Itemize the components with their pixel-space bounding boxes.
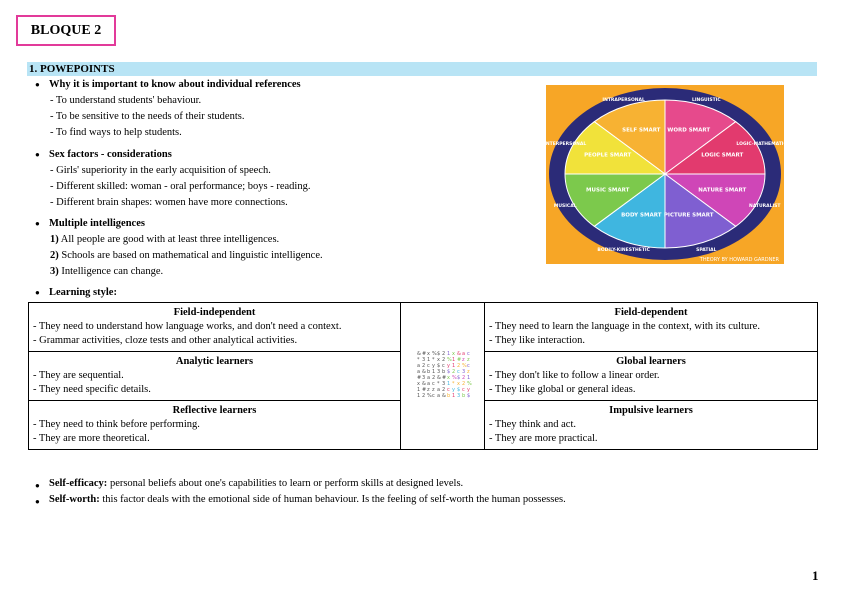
wheel-outer-label: LOGIC-MATHEMATICAL — [736, 142, 794, 148]
why-item: - To find ways to help students. — [50, 127, 182, 138]
brain-glyph: a — [426, 374, 430, 381]
brain-glyph: % — [426, 392, 432, 399]
why-item: - To understand students' behaviour. — [50, 95, 202, 106]
brain-glyph: 1 — [466, 374, 470, 381]
global-cell — [485, 352, 818, 401]
wheel-outer-label: LINGUISTIC — [692, 98, 721, 104]
brain-glyph: z — [461, 356, 465, 363]
section-heading: 1. POWEPOINTS — [27, 62, 817, 76]
brain-glyph: x — [426, 350, 430, 357]
wheel-label: NATURE SMART — [698, 187, 747, 194]
item-text: All people are good with at least three intelligences. — [60, 234, 280, 245]
cell-item: - Grammar activities, cloze tests and other analytical activities. — [33, 335, 298, 346]
cell-title: Global learners — [616, 356, 686, 367]
reflective-cell — [29, 401, 401, 450]
self-efficacy — [49, 476, 463, 492]
brain-glyph: # — [441, 374, 446, 381]
brain-glyph: 2 — [421, 362, 425, 369]
brain-glyph: c — [461, 386, 465, 393]
cell-item: - They need to learn the language in the context, with its culture. — [489, 321, 760, 332]
brain-glyph: c — [466, 350, 470, 357]
self-efficacy-term: ● Self-efficacy: — [49, 478, 107, 489]
field-independent-cell — [29, 303, 401, 352]
brain-glyph: * — [431, 356, 434, 363]
wheel-label: MUSIC SMART — [586, 187, 630, 194]
item-number: 1) — [50, 234, 59, 245]
brain-glyph: & — [416, 350, 421, 357]
wheel-outer-label: SPATIAL — [696, 247, 717, 253]
wheel-outer-label: INTRAPERSONAL — [602, 98, 645, 104]
brain-glyph: $ — [466, 392, 470, 399]
sex-item: - Different brain shapes: women have more connections. — [50, 197, 288, 208]
brain-glyph: b — [446, 392, 450, 399]
sex-heading: ● Sex factors - considerations — [49, 147, 172, 163]
brain-image-cell — [401, 303, 485, 450]
cell-item: - They are more theoretical. — [33, 433, 150, 444]
brain-glyph: x — [416, 380, 420, 387]
brain-glyph: b — [461, 392, 465, 399]
brain-glyph: y — [446, 362, 450, 369]
cell-item: - They need to think before performing. — [33, 419, 200, 430]
wheel-label: PEOPLE SMART — [584, 152, 632, 159]
brain-glyph: 3 — [421, 356, 425, 363]
wheel-label: LOGIC SMART — [701, 152, 744, 159]
brain-glyph: 1 — [446, 350, 450, 357]
brain-glyph: $ — [456, 374, 460, 381]
brain-glyph: 3 — [461, 368, 465, 375]
table-row — [29, 303, 818, 352]
page-number: 1 — [812, 568, 819, 583]
brain-glyph: z — [466, 368, 470, 375]
cell-item: - They think and act. — [489, 419, 576, 430]
brain-glyph: c — [446, 386, 450, 393]
wheel-outer-label: MUSICAL — [553, 203, 577, 209]
brain-glyph: $ — [436, 362, 440, 369]
cell-item: - They like global or general ideas. — [489, 384, 636, 395]
cell-title: Field-dependent — [614, 307, 688, 318]
self-worth-text: this factor deals with the emotional side of human behaviour. Is the feeling of self-worth the human possesses. — [99, 494, 566, 505]
brain-glyph: 2 — [441, 356, 445, 363]
brain-glyph: % — [461, 362, 467, 369]
self-worth-term: ● Self-worth: — [49, 494, 100, 505]
item-number: 3) — [50, 266, 59, 277]
brain-glyph: * — [416, 356, 419, 363]
brain-glyph: * — [451, 380, 454, 387]
brain-glyph: c — [456, 368, 460, 375]
cell-title: Analytic learners — [175, 356, 254, 367]
cell-item: - They don't like to follow a linear order. — [489, 370, 660, 381]
brain-glyph: # — [421, 350, 426, 357]
brain-glyph: z — [426, 386, 430, 393]
brain-glyph: & — [456, 350, 461, 357]
multiple-item — [50, 232, 279, 248]
multiple-item — [50, 248, 323, 264]
brain-glyph: 2 — [461, 374, 465, 381]
cell-item: - They like interaction. — [489, 335, 586, 346]
brain-glyph: 1 — [431, 368, 435, 375]
item-text: Intelligence can change. — [61, 266, 164, 277]
wheel-outer-label: BODILY-KINESTHETIC — [597, 247, 650, 253]
cell-item: - They are more practical. — [489, 433, 598, 444]
brain-glyph: a — [436, 392, 440, 399]
brain-glyph: # — [416, 374, 421, 381]
brain-glyph: & — [436, 374, 441, 381]
brain-glyph: & — [441, 392, 446, 399]
brain-glyph: y — [466, 386, 470, 393]
wheel-credit: THEORY BY HOWARD GARDNER — [699, 257, 779, 263]
brain-glyph: c — [426, 362, 430, 369]
brain-glyph: y — [451, 386, 455, 393]
brain-glyph: * — [436, 380, 439, 387]
brain-glyph: 3 — [456, 392, 460, 399]
brain-glyph: $ — [436, 350, 440, 357]
brain-glyph: c — [466, 362, 470, 369]
field-dependent-cell — [485, 303, 818, 352]
brain-glyph: # — [456, 356, 461, 363]
brain-glyph: c — [441, 362, 445, 369]
learning-style-heading: ● Learning style: — [49, 285, 117, 301]
brain-glyph: 2 — [441, 386, 445, 393]
brain-glyph: b — [426, 368, 430, 375]
brain-glyph: c — [431, 392, 435, 399]
brain-glyph: 1 — [451, 356, 455, 363]
cell-title: Field-independent — [173, 307, 256, 318]
brain-glyph: 2 — [421, 392, 425, 399]
item-number: 2) — [50, 250, 59, 261]
brain-glyph: x — [451, 350, 455, 357]
wheel-outer-label: INTERPERSONAL — [544, 142, 587, 148]
brain-glyph: 3 — [441, 380, 445, 387]
brain-glyph: % — [466, 380, 472, 387]
brain-glyph: x — [446, 374, 450, 381]
brain-glyph: c — [431, 380, 435, 387]
brain-glyph: 2 — [431, 374, 435, 381]
brain-glyph: z — [466, 356, 470, 363]
wheel-label: PICTURE SMART — [663, 212, 714, 219]
sex-item: - Different skilled: woman - oral performance; boys - reading. — [50, 181, 311, 192]
self-efficacy-text: personal beliefs about one's capabilities to learn or perform skills at designed levels. — [107, 478, 464, 489]
multiple-heading: ● Multiple intelligences — [49, 216, 145, 232]
brain-glyph: & — [421, 380, 426, 387]
cell-item: - They are sequential. — [33, 370, 124, 381]
brain-glyph: 1 — [451, 362, 455, 369]
brain-glyph: a — [461, 350, 465, 357]
sex-item: - Girls' superiority in the early acquisition of speech. — [50, 165, 271, 176]
brain-glyph: 1 — [416, 392, 420, 399]
multiple-item — [50, 264, 163, 280]
brain-glyph: a — [416, 368, 420, 375]
wheel-label: WORD SMART — [667, 127, 711, 134]
brain-glyph: & — [421, 368, 426, 375]
brain-glyph: 1 — [451, 392, 455, 399]
bloque-title: BLOQUE 2 — [16, 15, 116, 46]
brain-glyph: $ — [446, 368, 450, 375]
brain-glyph: y — [431, 362, 435, 369]
brain-glyph: a — [416, 362, 420, 369]
cell-item: - They need to understand how language works, and don't need a context. — [33, 321, 342, 332]
self-worth — [49, 492, 566, 508]
why-item: - To be sensitive to the needs of their students. — [50, 111, 245, 122]
brain-glyph: 2 — [461, 380, 465, 387]
impulsive-cell — [485, 401, 818, 450]
brain-glyph: % — [446, 356, 452, 363]
brain-glyph: $ — [456, 386, 460, 393]
brain-glyph: 1 — [446, 380, 450, 387]
brain-glyph: 2 — [451, 368, 455, 375]
brain-glyph: 3 — [436, 368, 440, 375]
brain-glyph: z — [431, 386, 435, 393]
brain-glyph: 2 — [456, 362, 460, 369]
wheel-label: SELF SMART — [622, 127, 661, 134]
brain-glyph: b — [441, 368, 445, 375]
brain-glyph: x — [436, 356, 440, 363]
brain-glyph: 3 — [421, 374, 425, 381]
brain-glyph: # — [421, 386, 426, 393]
brain-icon — [415, 349, 471, 399]
why-heading: ● Why it is important to know about individual references — [49, 77, 301, 93]
cell-title: Reflective learners — [172, 405, 257, 416]
item-text: Schools are based on mathematical and linguistic intelligence. — [61, 250, 323, 261]
brain-glyph: a — [436, 386, 440, 393]
brain-glyph: % — [451, 374, 457, 381]
learning-style-table — [28, 302, 818, 450]
brain-glyph: 1 — [416, 386, 420, 393]
cell-item: - They need specific details. — [33, 384, 151, 395]
brain-glyph: 1 — [426, 356, 430, 363]
brain-glyph: x — [456, 380, 460, 387]
brain-glyph: 2 — [441, 350, 445, 357]
brain-glyph: % — [431, 350, 437, 357]
wheel-label: BODY SMART — [621, 212, 662, 219]
analytic-cell — [29, 352, 401, 401]
cell-title: Impulsive learners — [609, 405, 693, 416]
wheel-outer-label: NATURALIST — [749, 203, 781, 209]
wheel-wedges — [565, 100, 765, 248]
multiple-intelligences-wheel — [544, 85, 794, 264]
brain-glyph: a — [426, 380, 430, 387]
